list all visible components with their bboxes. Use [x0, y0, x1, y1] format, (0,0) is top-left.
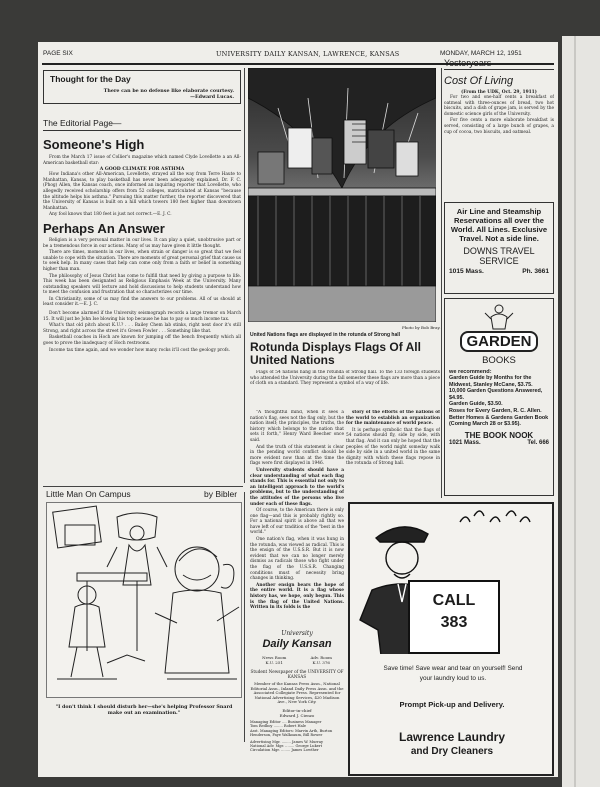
answer-p4: In Christianity, some of us may find the answers to our problems. All of us should at least consider it.—E. J. C. — [43, 296, 241, 308]
rotunda-lead: Flags of 54 nations hang in the rotunda of Strong hall. To the 133 foreign students who attended the University during the fall semester these flags are more than a piece of cloth on a standard. They represent a symbol of a way of life. — [250, 370, 440, 387]
garden-ad-item: 10,000 Garden Questions Answered, $4.95. — [449, 388, 543, 401]
cartoon-byline: by Bibler — [204, 489, 238, 499]
garden-ad-item: Roses for Every Garden, R. C. Allen. — [449, 407, 542, 414]
masthead-title: Daily Kansan — [262, 638, 332, 650]
downs-ad-contact — [449, 268, 549, 275]
thought-title: Thought for the Day — [50, 74, 131, 84]
left-column — [43, 70, 241, 490]
rotunda-b2: It is perhaps symbolic that the flags of 54 nations should fly, side by side, with that flag. And it can only be hoped that the peoples of the world might someday walk side by side in a united world in the same dignity with which these flags repose in the rotunda of Strong hall. — [346, 427, 440, 467]
rotunda-headline: Rotunda Displays Flags Of All United Nations — [250, 340, 421, 367]
masthead-contacts — [250, 655, 344, 665]
page-label: PAGE SIX — [43, 50, 73, 57]
rotunda-a4: Of course, to the American there is only one flag—and this is probably rightly so. For a national spirit is above all that we have left of our tradition of the "best in the world." — [250, 508, 344, 536]
editorial-closing: Any fool knows that 180 feet is just not correct.—E. J. C. — [49, 212, 172, 218]
column-rule-right — [441, 68, 442, 498]
garden-books-ad — [444, 298, 554, 496]
laundry-name-1: Lawrence Laundry — [398, 730, 506, 744]
adv-room-label: Adv. Room — [310, 655, 332, 660]
yesteryears — [444, 58, 554, 198]
garden-ad-books: BOOKS — [482, 355, 516, 366]
masthead-editor-label: Editor-in-chief — [282, 707, 312, 713]
yesteryears-headline: Cost Of Living — [444, 75, 514, 87]
masthead-staff: Managing Editor .... Business Manager Tom Redboy ........ Robert Hale Asst. Managing Editors: Marvin Arth, Burton Henderson, Faye Walkoaum, Bill Rower — [250, 719, 333, 738]
answer-p3: The philosophy of Jesus Christ has come to fulfill that need by giving a purpose to life. This week has been designated as Religious Emphasis Week at the University. Many outstanding speakers will lecture and hold discussions to help students understand how to meet the confusion and frustration that so characterizes our time. — [43, 273, 241, 296]
news-room-label: News Room — [262, 655, 287, 660]
gardener-icon — [479, 303, 519, 331]
rotunda-b1: story of the efforts of the nations of the world to establish an organization for the maintenance of world peace. — [346, 410, 440, 427]
thought-quote: There can be no defense like elaborate courtesy. — [103, 88, 234, 94]
garden-ad-store: THE BOOK NOOK — [464, 430, 534, 440]
masthead-editor: Edward J. Cienzo — [279, 712, 315, 718]
issue-date: MONDAY, MARCH 12, 1951 — [440, 50, 522, 57]
yesteryears-p2: For five cents a more elaborate breakfast is served, consisting of a large bunch of grapes, a cup of cocoa, two biscuits, and oatmeal. — [444, 118, 554, 135]
adv-room-ext: K.U. 376 — [312, 660, 330, 665]
editorial-headline: Someone's High — [43, 137, 145, 152]
editorial-subhead: A GOOD CLIMATE FOR ASTHMA — [99, 167, 185, 173]
thought-box — [43, 70, 241, 104]
answer-p2: There are times, moments in our lives, when strain or danger is so great that we feel unable to cope with the situation. There are moments of great personal grief that cause us to seek help. In many cases that help can come only from a faith or belief in something higher than man. — [43, 250, 241, 272]
laundry-name-2: and Dry Cleaners — [410, 746, 494, 757]
garden-ad-phone: Tel. 666 — [527, 439, 549, 446]
downs-ad-address: 1015 Mass. — [449, 268, 484, 275]
call-label: CALL — [432, 592, 476, 609]
photo-caption: United Nations flags are displayed in the rotunda of Strong hall — [250, 332, 401, 338]
masthead — [250, 630, 344, 775]
thought-author: —Edward Lucas. — [190, 94, 234, 100]
garden-ad-contact — [449, 440, 549, 446]
flags-photo — [248, 68, 436, 322]
downs-ad-phone: Ph. 3661 — [522, 268, 549, 275]
call-number: 383 — [440, 614, 468, 631]
cartoon-drawing — [47, 503, 242, 698]
editorial-section-title: The Editorial Page— — [43, 118, 241, 131]
yesteryears-source: (From the UDK, Oct. 29, 1911) — [461, 90, 537, 95]
masthead-tagline: Student Newspaper of the UNIVERSITY OF KANSAS — [250, 669, 344, 679]
garden-ad-logo: GARDEN — [460, 331, 537, 352]
garden-ad-recommend: we recommend: — [449, 369, 492, 375]
call-sign — [408, 580, 500, 654]
downs-ad-text: Air Line and Steamship Reservations all over the World. All Lines. Exclusive Travel. Not a side line. — [450, 207, 548, 243]
cartoon-title: Little Man On Campus — [46, 489, 131, 499]
answer-p1: Religion is a very personal matter in our lives. It can play a quiet, unobtrusive part or be a tremendous force in our actions. Many of us may have given it little thought. — [43, 237, 241, 249]
garden-ad-item: Garden Guide by Months for the Midwest, Stanley McCane, $3.75. — [449, 375, 533, 388]
garden-ad-item: Garden Guide, $3.50. — [449, 401, 503, 408]
masthead-staff-2: Advertising Mgr. ........ James W. Murray National Adv. Mgr. ........ George Lukert Circulation Mgr. ........ James Lowther — [250, 739, 324, 753]
cartoon-illustration — [46, 502, 242, 698]
paper-title: UNIVERSITY DAILY KANSAN, LAWRENCE, KANSAS — [216, 50, 400, 58]
garden-ad-list — [449, 375, 549, 428]
short-item-3: Basketball coaches in Hoch are known for jumping off the bench frequently which all goes to prove the inadequacy of Hoch restrooms. — [43, 335, 241, 347]
editorial-intro: From the March 17 issue of Collier's magazine which named Clyde Lovellette a an All-American basketball star: — [43, 155, 241, 166]
laundry-body: Save time! Save wear and tear on yourself! Send your laundry loud to us. — [383, 665, 523, 682]
garden-ad-address: 1021 Mass. — [449, 439, 481, 446]
masthead-member: Member of the Kansas Press Assn., National Editorial Assn., Inland Daily Press Assn. and the Associated Collegiate Press. Represented for National Advertising Services, 420 Madison Ave., New York City. — [250, 681, 344, 705]
garden-ad-item: Better Homes & Gardens Garden Book (Coming March 28 or $3.95). — [449, 414, 549, 428]
rotunda-a1: "A thoughtful mind, when it sees a nation's flag, sees not the flag only, but the nation itself; the principles, the truths, the history which belongs to the nation that sets it forth," Henry Ward Beecher once said. — [250, 410, 344, 443]
rotunda-a6: Another ensign bears the hope of the entire world. It is a flag whose history has, we hope, only begun. This is the flag of the United Nations. Written in its folds is the — [250, 582, 344, 611]
flags-photo-art — [248, 68, 436, 322]
downs-ad-name: DOWNS TRAVEL SERVICE — [463, 246, 535, 266]
rotunda-lead-block — [250, 370, 440, 410]
short-item-2: What's that old pitch about K.U.? . . . Bailey Chem lab stinks, right next door it's still Strong, and right across the street it's Green Fowler . . . Something like that. — [43, 323, 241, 334]
laundry-pickup: Prompt Pick-up and Delivery. — [399, 700, 505, 709]
downs-travel-ad — [444, 202, 554, 294]
cartoon-top-rule — [43, 486, 243, 487]
column-rule — [244, 68, 245, 483]
news-room-ext: K.U. 251 — [265, 660, 283, 665]
short-item-4: Income tax time again, and we wonder how many rocks it'll cost the geology profs. — [49, 347, 230, 353]
masthead-university: University — [281, 630, 313, 637]
newspaper-page — [38, 42, 558, 777]
adjacent-page-edge — [562, 36, 600, 787]
column-rule-lower — [244, 492, 245, 742]
rotunda-col-a — [250, 410, 344, 628]
yesteryears-title: Yesteryears — [444, 58, 554, 70]
rotunda-a5: One nation's flag, when it was hung in the rotunda, was viewed as radical. This is the ensign of the U.S.S.R. But it is now evident that we can no longer merely dismiss as radicals those who fight under the flag of the U.S.S.R. Changing conditions must of necessity bring changes in thinking. — [250, 537, 344, 582]
short-item-1: Don't become alarmed if the University seismograph records a large tremor on March 15. It will just be John Ise blowing his top because he has to pay so much income tax. — [43, 311, 241, 322]
rotunda-a3: University students should have a clear understanding of what each flag stands for. This is essential not only to an intelligent approach to the world's problems, but to the understanding of the attitudes of the persons who live under each of these flags. — [250, 467, 344, 507]
rotunda-a2: And the truth of this statement is clear in the pending world conflict should be more evident now than at the time the flags were first displayed in 1946. — [250, 444, 344, 467]
rotunda-col-b — [346, 410, 440, 500]
page-fold-line — [574, 36, 576, 787]
lawrence-laundry-ad — [348, 502, 554, 776]
editorial-body: How Indiana's other All-American, Lovellette, strayed all the way from Terre Haute to Manhattan, Kansas, to play basketball has never been adequately explained. Dr. F. C. (Phog) Allen, the Kansas coach, once informed an inquiring reporter that Lovellette, who allegedly received scholarship offers from 52 colleges, matriculated at Kansas "because the altitude helps his asthma." Pursuing this matter further, the reporter discovered that the University of Kansas is built on a hill which towers 180 feet higher than downtown Manhattan. — [43, 172, 241, 211]
yesteryears-p1: For two and one-half cents a breakfast of oatmeal with three-ounces of bread, two hot biscuits, and a dish of grape jam, is served by the domestic science girls of the University. — [444, 95, 554, 117]
photo-credit: Photo by Bob Bray. — [402, 325, 441, 330]
answer-headline: Perhaps An Answer — [43, 220, 165, 236]
cartoon-caption: "I don't think I should disturb her—she's helping Professor Snard make out an examination." — [55, 704, 233, 716]
